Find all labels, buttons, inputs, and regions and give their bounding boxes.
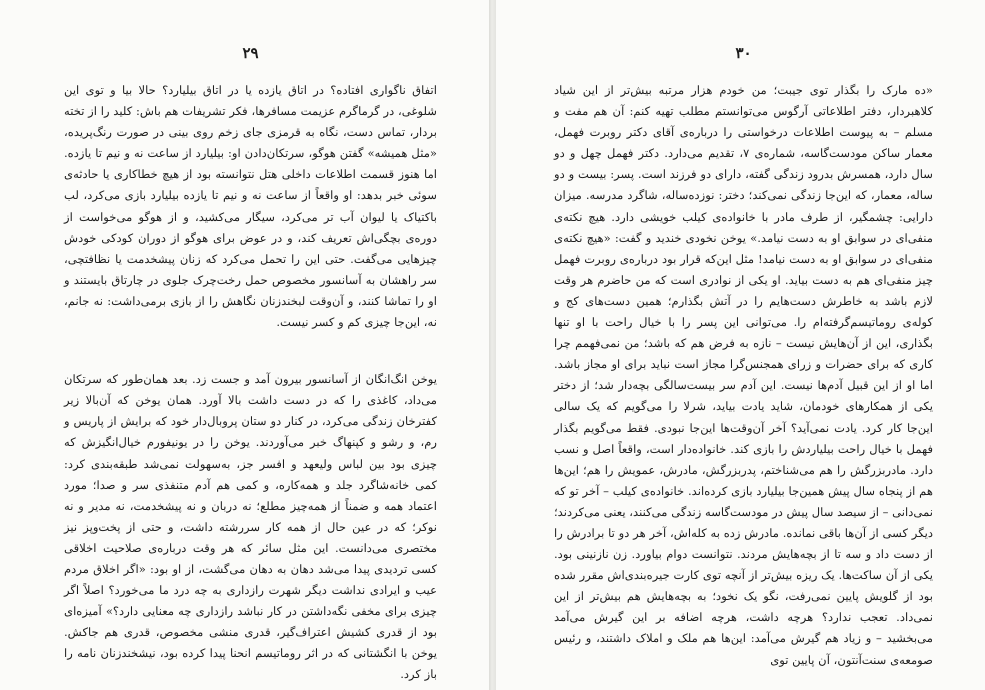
right-page [496,0,985,690]
left-page [0,0,489,690]
left-page-body [64,80,437,686]
book-gutter [489,0,496,690]
right-page-body [554,80,933,671]
paragraph: «ده مارک را بگذار توی جیبت؛ من خودم هزار مرتبه بیش‌تر از این شیاد کلاهبردار، دفتر اطلاعاتی آرگوس می‌توانستم مطلب تهیه کنم: آن هم مفت و مسلم – به پیوست اطلاعات درخواستی را درباره‌ی آقای دکتر روبرت فهمل، معمار ساکن مودست‌گاسه، شماره‌ی ۷، تقدیم می‌دارد. دکتر فهمل چهل و دو سال دارد، همسرش بدرود زندگی گفته، دارای دو فرزند است. پسر: بیست و دو ساله، معمار، که این‌جا زندگی نمی‌کند؛ دختر: نوزده‌ساله، شاگرد مدرسه. میزان دارایی: چشمگیر، از طرف مادر با خانواده‌ی کیلب خویشی دارد. هیچ نکته‌ی منفی‌ای در سوابق او به دست نیامد.» یوخن نخودی خندید و گفت: «هیچ نکته‌ی منفی‌ای در سوابق او به دست نیامد! مثل این‌که قرار بود درباره‌ی روبرت فهمل چیز منفی‌ای هم به دست بیاید. او یکی از نوادری است که من حاضرم هر وقت لازم باشد به خاطرش دست‌هایم را در آتش بگذارم؛ همین دست‌های کج و کوله‌ی روماتیسم‌گرفته‌ام را. می‌توانی این پسر را با خیال راحت با او تنها بگذاری، این از آن‌هایش نیست – نازه به فرض هم که باشد؛ من نمی‌فهمم چرا کاری که برای حضرات و زرای همجنس‌گرا مجاز است نباید برای او مجاز باشد. اما او از این قبیل آدم‌ها نیست. این آدم سر بیست‌سالگی بچه‌دار شد؛ از دختر یکی از همکارهای خودمان، شاید یادت بیاید، شرلا را می‌گویم که یک سالی این‌جا کار کرد. یادت نمی‌آید؟ آخر آن‌وقت‌ها این‌جا نبودی. فقط می‌گویم بگذار فهمل با خیال راحت بیلیاردش را بازی کند. خانواده‌دار است، واقعاً اصل و نسب دارد. مادربزرگش را هم می‌شناختم، پدربزرگش، مادرش، عمویش را هم؛ این‌ها هم از پنجاه سال پیش همین‌جا بیلیارد بازی کرده‌اند. خانواده‌ی کیلب – آخر تو که نمی‌دانی – از سیصد سال پیش در مودست‌گاسه زندگی می‌کنند، یعنی می‌کردند؛ دیگر کسی از آن‌ها باقی نمانده. مادرش زده به کله‌اش، آخر هر دو تا برادرش را از دست داد و سه تا از بچه‌هایش مردند. نتوانست دوام بیاورد. زن نازنینی بود. یکی از آن ساکت‌ها. یک ریزه بیش‌تر از آنچه توی کارت جیره‌بندی‌اش مقرر شده بود از گلویش پایین نمی‌رفت، نگو یک نخود؛ به بچه‌هایش هم بیش‌تر از این نمی‌داد. تعجب ندارد؟ هرچه داشت، هرچه اضافه بر این گیرش می‌آمد می‌بخشید – و زیاد هم گیرش می‌آمد: این‌ها هم ملک و املاک داشتند، و رئیس صومعه‌ی سنت‌آنتون، آن پایین توی [554,83,933,667]
page-number-right: ۳۰ [735,44,752,62]
page-number-left: ۲۹ [242,44,259,62]
paragraph: یوخن انگ‌انگان از آسانسور بیرون آمد و جست زد. بعد همان‌طور که سرتکان می‌داد، کاغذی را که در دست داشت بالا آورد. همان یوخن که آن‌بالا زیر کفترخان زندگی می‌کرد، در کنار دو ستان پروبال‌دار خود که برایش از پاریس و رم، و رشو و کپنهاگ خبر می‌آوردند. یوخن را در یونیفورم خیال‌انگیزش که چیزی بود بین لباس ولیعهد و افسر جز، به‌سهولت نمی‌شد طبقه‌بندی کرد: کمی خانه‌شاگرد جلد و همه‌کاره، و کمی هم آدم متنفذی سر و صدا؛ مورد اعتماد همه و ضمناً از همه‌چیز مطلع؛ نه دربان و نه پیشخدمت، نه مدیر و نه نوکر؛ که در عین حال از همه کار سررشته داشت، و حتی از پخت‌وپز نیز مختصری می‌دانست. این مثل سائر که هر وقت درباره‌ی صلاحیت اخلاقی کسی تردیدی پیدا می‌شد دهان به دهان می‌گشت، از او بود: «اگر اخلاق مردم عیب و ایرادی نداشت دیگر شهرت رازداری به چه درد ما می‌خورد؟ اصلاً اگر چیزی برای مخفی نگه‌داشتن در کار نباشد رازداری چه معنایی دارد؟» آمیزه‌ای بود از قدری کشیش اعتراف‌گیر، قدری منشی مخصوص، قدری هم جاکش. یوخن با انگشتانی که در اثر روماتیسم انحنا پیدا کرده بود، نیشخندزنان نامه را باز کرد. [64,372,437,682]
paragraph: اتفاق ناگواری افتاده؟ در اتاق یازده یا در اتاق بیلیارد؟ حالا بیا و توی این شلوغی، در گرماگرم عزیمت مسافرها، فکر تشریفات هم باش: کلید را از تخته بردار، تماس دست، نگاه به قرمزی جای زخم روی بینی در صورت رنگ‌پریده، «مثل همیشه» گفتن هوگو، سرتکان‌دادن او: بیلیارد از ساعت نه و نیم تا یازده. اما هنوز قسمت اطلاعات داخلی هتل نتوانسته بود از هیچ خطاکاری یا حادثه‌ی سوئی خبر بدهد: او واقعاً از ساعت نه و نیم تا یازده بیلیارد بازی می‌کرد، لب باکتیاک یا لیوان آب تر می‌کرد، سیگار می‌کشید، و از هوگو می‌خواست از دوره‌ی بچگی‌اش تعریف کند، و در عوض برای هوگو از دوران کودکی خودش چیزهایی می‌گفت. حتی این را تحمل می‌کرد که زنان پیشخدمت یا نظافتچی، سر راهشان به آسانسور مخصوص حمل رخت‌چرک جلوی در چارتاق بایستند و او را تماشا کنند، و آن‌وقت لبخندزنان نگاهش را از بازی برمی‌داشت: نه جانم، نه، این‌جا چیزی کم و کسر نیست. [64,83,437,330]
